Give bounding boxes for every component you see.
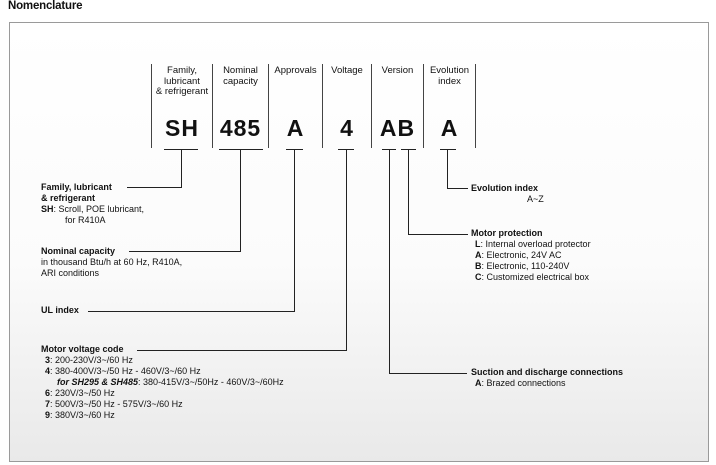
underline-evolution xyxy=(440,149,456,150)
motor-protection-code: B xyxy=(475,261,482,271)
code-family: SH xyxy=(165,115,199,141)
family-desc-line2: for R410A xyxy=(65,215,106,225)
family-key: SH xyxy=(41,204,54,214)
voltage-text: : 200-230V/3~/60 Hz xyxy=(50,355,133,365)
underline-capacity xyxy=(219,149,263,150)
column-capacity xyxy=(212,64,269,148)
voltage-text: : 230V/3~/50 Hz xyxy=(50,388,115,398)
column-header-evolution: Evolution index xyxy=(429,65,470,87)
voltage-item xyxy=(41,377,284,388)
code-version: AB xyxy=(379,115,416,141)
connections-description xyxy=(471,367,623,389)
column-header-capacity: Nominal capacity xyxy=(223,65,258,87)
code-capacity: 485 xyxy=(219,115,262,141)
voltage-item xyxy=(41,366,284,377)
voltage-code: 3 xyxy=(45,355,51,365)
motor-protection-text: : Electronic, 110-240V xyxy=(481,261,570,271)
motor-protection-code: L xyxy=(475,239,481,249)
voltage-code: 6 xyxy=(45,388,51,398)
voltage-code: 9 xyxy=(45,410,51,420)
voltage-description xyxy=(41,344,284,421)
capacity-desc-line2: ARI conditions xyxy=(41,268,100,278)
family-title-line1: Family, lubricant xyxy=(41,182,112,192)
family-desc-line1 xyxy=(41,204,144,215)
code-approvals: A xyxy=(286,115,305,141)
motor-protection-description xyxy=(471,228,591,283)
motor-protection-code: A xyxy=(475,250,482,260)
column-header-family: Family, lubricant & refrigerant xyxy=(155,65,209,97)
code-evolution: A xyxy=(440,115,459,141)
connector-version-b-vertical xyxy=(408,150,409,234)
connector-evolution-vertical xyxy=(447,150,448,188)
connector-approvals-vertical xyxy=(294,150,295,311)
connector-version-a-horizontal xyxy=(389,373,467,374)
column-approvals xyxy=(268,64,323,148)
capacity-description xyxy=(41,246,182,279)
voltage-text: : 380-415V/3~/50Hz - 460V/3~/60Hz xyxy=(138,377,284,387)
motor-protection-code: C xyxy=(475,272,482,282)
connector-voltage-vertical xyxy=(346,150,347,350)
motor-protection-item xyxy=(471,272,591,283)
motor-protection-item xyxy=(471,239,591,250)
connector-version-b-horizontal xyxy=(408,234,468,235)
voltage-text: : 380-400V/3~/50 Hz - 460V/3~/60 Hz xyxy=(50,366,201,376)
evolution-description xyxy=(471,183,544,205)
connections-text: : Brazed connections xyxy=(481,378,566,388)
motor-protection-item xyxy=(471,261,591,272)
motor-protection-text: : Internal overload protector xyxy=(480,239,591,249)
column-voltage xyxy=(322,64,372,148)
column-header-voltage: Voltage xyxy=(331,65,363,76)
family-title-line2: & refrigerant xyxy=(41,193,96,203)
column-header-version: Version xyxy=(381,65,414,76)
page-title: Nomenclature xyxy=(8,0,83,12)
motor-protection-title: Motor protection xyxy=(471,228,543,238)
voltage-title: Motor voltage code xyxy=(41,344,124,354)
connector-approvals-horizontal xyxy=(88,311,295,312)
connector-evolution-horizontal xyxy=(447,188,468,189)
connector-version-a-vertical xyxy=(389,150,390,373)
evolution-title: Evolution index xyxy=(471,183,539,193)
capacity-desc-line1: in thousand Btu/h at 60 Hz, R410A, xyxy=(41,257,183,267)
column-header-approvals: Approvals xyxy=(274,65,317,76)
family-desc-text: : Scroll, POE lubricant, xyxy=(53,204,145,214)
column-version xyxy=(371,64,424,148)
capacity-title: Nominal capacity xyxy=(41,246,116,256)
column-evolution xyxy=(423,64,476,148)
voltage-item xyxy=(41,355,284,366)
evolution-range: A~Z xyxy=(527,194,544,204)
connections-item xyxy=(471,378,623,389)
connections-code: A xyxy=(475,378,482,388)
voltage-text: : 500V/3~/50 Hz - 575V/3~/60 Hz xyxy=(50,399,183,409)
voltage-item xyxy=(41,388,284,399)
voltage-code: 4 xyxy=(45,366,51,376)
voltage-code: for SH295 & SH485 xyxy=(57,377,139,387)
voltage-item xyxy=(41,399,284,410)
column-family xyxy=(151,64,213,148)
ul-index-title: UL index xyxy=(41,305,79,315)
voltage-item xyxy=(41,410,284,421)
motor-protection-text: : Customized electrical box xyxy=(481,272,590,282)
motor-protection-item xyxy=(471,250,591,261)
voltage-code: 7 xyxy=(45,399,51,409)
family-description xyxy=(41,182,144,226)
voltage-text: : 380V/3~/60 Hz xyxy=(50,410,115,420)
connections-title: Suction and discharge connections xyxy=(471,367,624,377)
connector-family-vertical xyxy=(181,150,182,187)
connector-capacity-vertical xyxy=(240,150,241,251)
motor-protection-text: : Electronic, 24V AC xyxy=(481,250,562,260)
code-voltage: 4 xyxy=(340,115,354,141)
